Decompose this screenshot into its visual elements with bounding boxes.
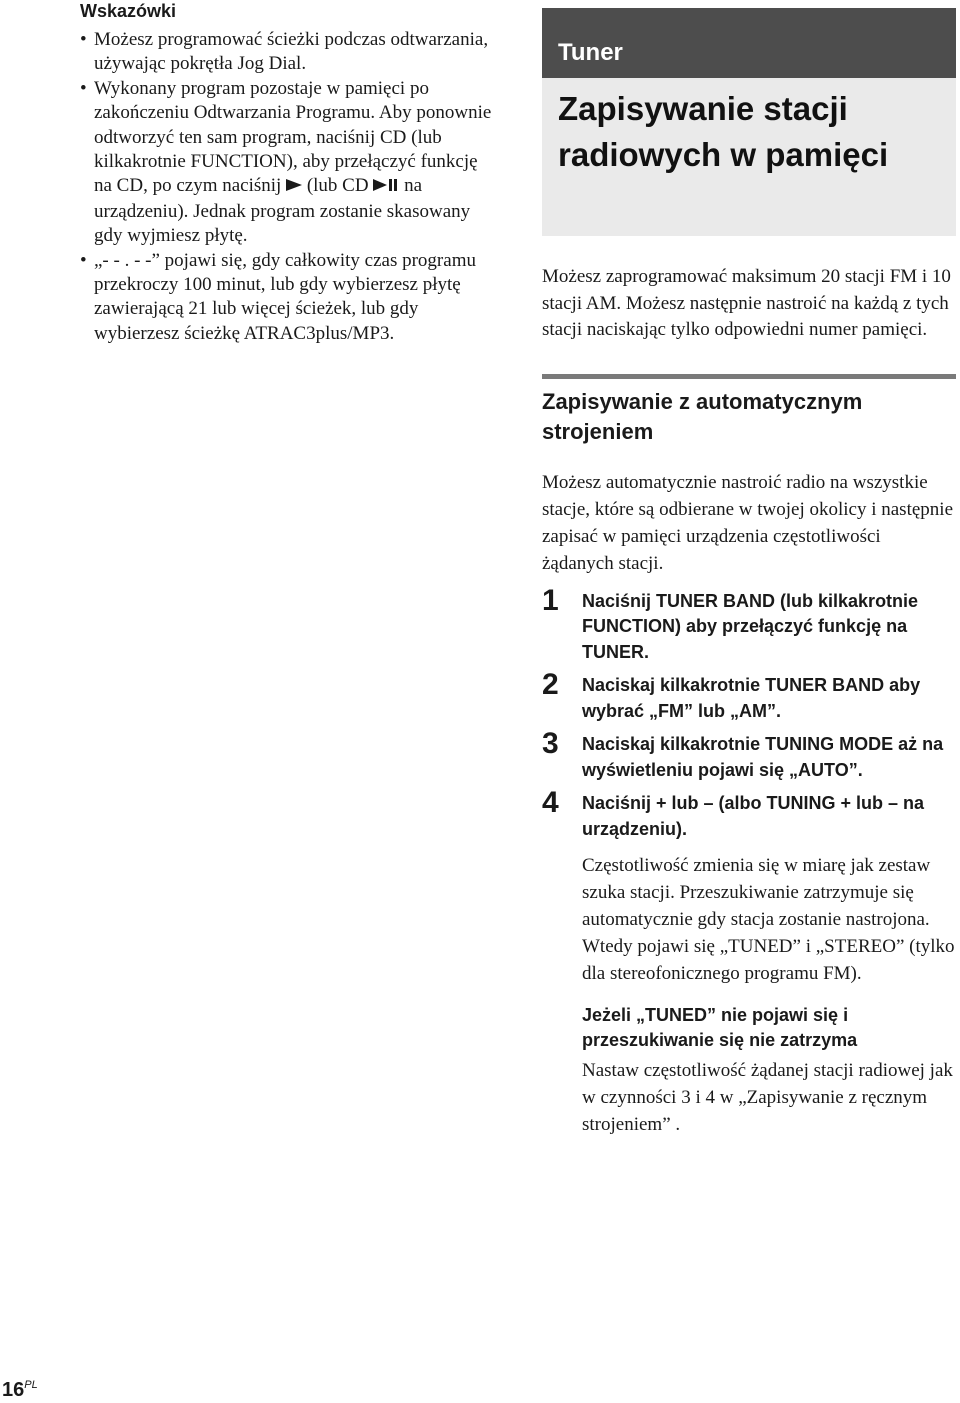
list-item [80,28,500,77]
step-instruction: Naciskaj kilkakrotnie TUNING MODE aż na wyświetleniu pojawi się „AUTO”. [582,734,944,780]
step-number: 4 [542,786,559,819]
bullet-icon: • [80,29,87,50]
step-item [542,583,956,666]
page-number-value: 16 [2,1379,25,1401]
section-intro: Możesz zaprogramować maksimum 20 stacji FM i 10 stacji AM. Możesz następnie nastroić na każdą z tych stacji naciskając tylko odpowiedni numer pamięci. [542,266,951,340]
play-icon [286,175,302,199]
tip-text: Możesz programować ścieżki podczas odtwarzania, używając pokrętła Jog Dial. [94,29,489,75]
step-number: 1 [542,583,559,617]
title-box [542,78,956,236]
troubleshooting-text: Nastaw częstotliwość żądanej stacji radiowej jak w czynności 3 i 4 w „Zapisywanie z ręcznym strojeniem” . [582,1060,953,1135]
list-item [80,77,500,249]
section-divider [542,374,956,379]
step-instruction: Naciśnij TUNER BAND (lub kilkakrotnie FUNCTION) aby przełączyć funkcję na TUNER. [582,590,919,662]
tip-text: „- - . - -” pojawi się, gdy całkowity czas programu przekroczy 100 minut, lub gdy wybierzesz płytę zawierającą 21 lub więcej ścieżek, lub gdy wybierzesz ścieżkę ATRAC3plus/MP3. [94,249,476,344]
step-item [542,727,956,783]
bullet-icon: • [80,249,87,271]
step-description: Częstotliwość zmienia się w miarę jak zestaw szuka stacji. Przeszukiwanie zatrzymuje się automatycznie gdy stacja zostanie nastrojona. Wtedy pojawi się „TUNED” i „STEREO” (tylko dla stereofonicznego programu FM). [582,855,955,984]
page-number [2,1379,38,1402]
subsection-intro: Możesz automatycznie nastroić radio na wszystkie stacje, które są odbierane w twojej okolicy i następnie zapisać w pamięci urządzenia częstotliwości żądanych stacji. [542,471,954,574]
tip-text: Wykonany program pozostaje w pamięci po zakończeniu Odtwarzania Programu. Aby ponownie odtworzyć ten sam program, naciśnij CD (lub kilkakrotnie FUNCTION), aby przełączyć funkcję na CD, po czym naciśnij [94,77,492,197]
tuner-section [542,8,956,1138]
subsection-heading: Zapisywanie z automatycznym strojeniem [542,388,863,444]
tips-heading: Wskazówki [80,1,177,21]
step-number: 3 [542,727,559,760]
section-header-bar [542,8,956,78]
troubleshooting-heading: Jeżeli „TUNED” nie pojawi się i przeszukiwanie się nie zatrzyma [582,1005,858,1050]
tip-text: na urządzeniu). Jednak program zostanie skasowany gdy wyjmiesz płytę. [94,175,471,247]
tips-column [80,0,500,346]
step-item [542,786,956,1138]
page-suffix: PL [24,1379,38,1391]
page-title: Zapisywanie stacji radiowych w pamięci [558,90,889,173]
step-instruction: Naciskaj kilkakrotnie TUNER BAND aby wybrać „FM” lub „AM”. [582,675,921,721]
section-label: Tuner [558,39,623,66]
tip-text: (lub CD [306,175,369,197]
step-number: 2 [542,668,559,701]
step-instruction: Naciśnij + lub – (albo TUNING + lub – na urządzeniu). [582,793,925,839]
bullet-icon: • [80,77,87,99]
step-item [542,668,956,724]
play-pause-icon [373,175,399,199]
tips-list [80,28,500,346]
list-item [80,249,500,347]
steps-list [542,583,956,1139]
